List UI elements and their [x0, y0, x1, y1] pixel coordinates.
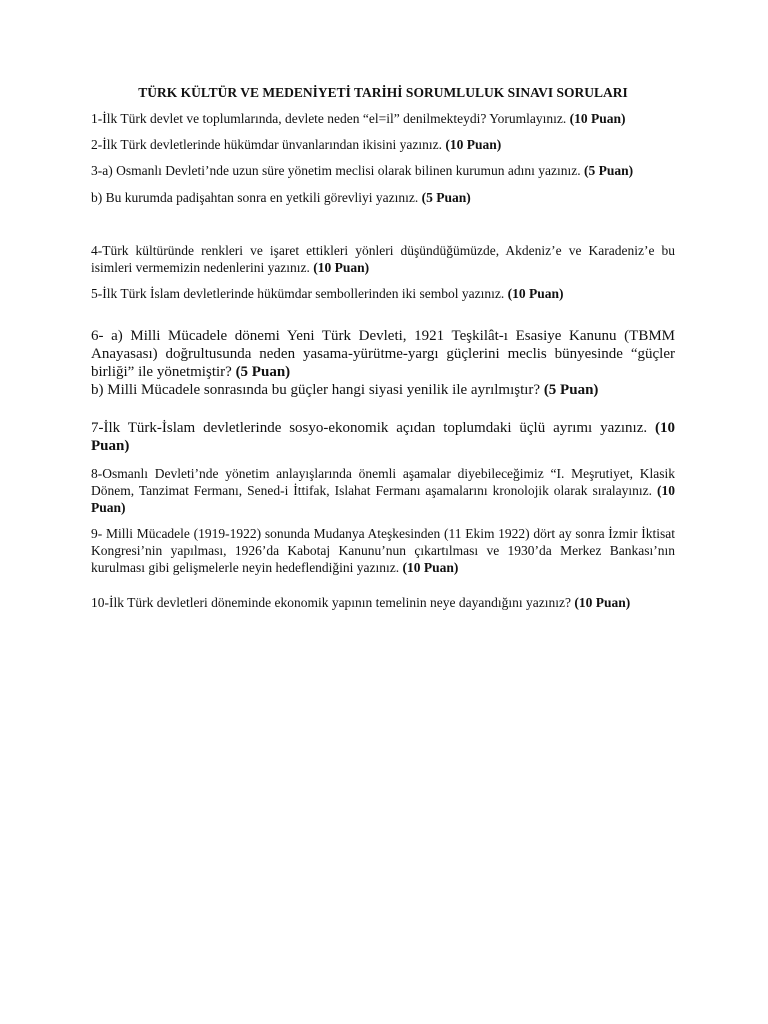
question-points: (5 Puan): [235, 364, 291, 380]
question-text: 6- a) Milli Mücadele dönemi Yeni Türk Devleti, 1921 Teşkilât-ı Esasiye Kanunu (TBMM Anayasası) doğrultusunda neden yasama-yürütme-yargı güçlerini meclis bünyesinde “güçler birliği” ile yönetmiştir?: [91, 328, 675, 380]
question-points: (5 Puan): [584, 163, 634, 178]
question-text: 10-İlk Türk devletleri döneminde ekonomik yapının temelinin neye dayandığını yazınız?: [91, 595, 571, 610]
question-points: (5 Puan): [421, 190, 471, 205]
question-text: 8-Osmanlı Devleti’nde yönetim anlayışlarında önemli aşamalar diyebileceğimiz “I. Meşrutiyet, Klasik Dönem, Tanzimat Fermanı, Sened-i İttifak, Islahat Fermanı aşamalarını kronolojik olarak sıralayınız.: [91, 466, 675, 498]
question-text: b) Bu kurumda padişahtan sonra en yetkili görevliyi yazınız.: [91, 190, 419, 205]
question-text: b) Milli Mücadele sonrasında bu güçler hangi siyasi yenilik ile ayrılmıştır?: [91, 382, 541, 398]
question-points: (10 Puan): [445, 137, 502, 152]
question-9: [91, 525, 675, 576]
question-points: (10 Puan): [574, 595, 631, 610]
question-points: (10 Puan): [402, 560, 459, 575]
question-text: 2-İlk Türk devletlerinde hükümdar ünvanlarından ikisini yazınız.: [91, 137, 443, 152]
question-3a: [91, 162, 675, 179]
question-1: [91, 110, 675, 127]
exam-title: TÜRK KÜLTÜR VE MEDENİYETİ TARİHİ SORUMLULUK SINAVI SORULARI: [138, 85, 628, 100]
question-points: (10 Puan): [507, 286, 564, 301]
question-points: (10 Puan): [91, 483, 675, 515]
question-text: 5-İlk Türk İslam devletlerinde hükümdar sembollerinden iki sembol yazınız.: [91, 286, 505, 301]
question-6a: [91, 327, 675, 381]
question-text: 1-İlk Türk devlet ve toplumlarında, devlete neden “el=il” denilmekteydi? Yorumlayınız.: [91, 111, 567, 126]
question-2: [91, 136, 675, 153]
question-text: 3-a) Osmanlı Devleti’nde uzun süre yönetim meclisi olarak bilinen kurumun adını yazınız.: [91, 163, 581, 178]
question-5: [91, 285, 675, 302]
question-points: (5 Puan): [543, 382, 599, 398]
question-4: [91, 242, 675, 276]
question-8: [91, 465, 675, 516]
question-points: (10 Puan): [569, 111, 626, 126]
question-points: (10 Puan): [91, 420, 675, 454]
question-3b: [91, 189, 675, 206]
question-10: [91, 594, 675, 611]
question-6b: [91, 381, 675, 399]
question-points: (10 Puan): [313, 260, 370, 275]
exam-page: [91, 84, 675, 611]
question-text: 4-Türk kültüründe renkleri ve işaret ettikleri yönleri düşündüğümüzde, Akdeniz’e ve Karadeniz’e bu isimleri vermemizin nedenlerini yazınız.: [91, 243, 675, 275]
question-text: 9- Milli Mücadele (1919-1922) sonunda Mudanya Ateşkesinden (11 Ekim 1922) dört ay sonra İzmir İktisat Kongresi’nin yapılması, 1926’da Kabotaj Kanunu’nun çıkartılması ve 1930’da Merkez Bankası’nın kurulması gibi gelişmelerle neyin hedeflendiğini yazınız.: [91, 526, 675, 575]
question-7: [91, 419, 675, 455]
question-text: 7-İlk Türk-İslam devletlerinde sosyo-ekonomik açıdan toplumdaki üçlü ayrımı yazınız.: [91, 420, 648, 436]
